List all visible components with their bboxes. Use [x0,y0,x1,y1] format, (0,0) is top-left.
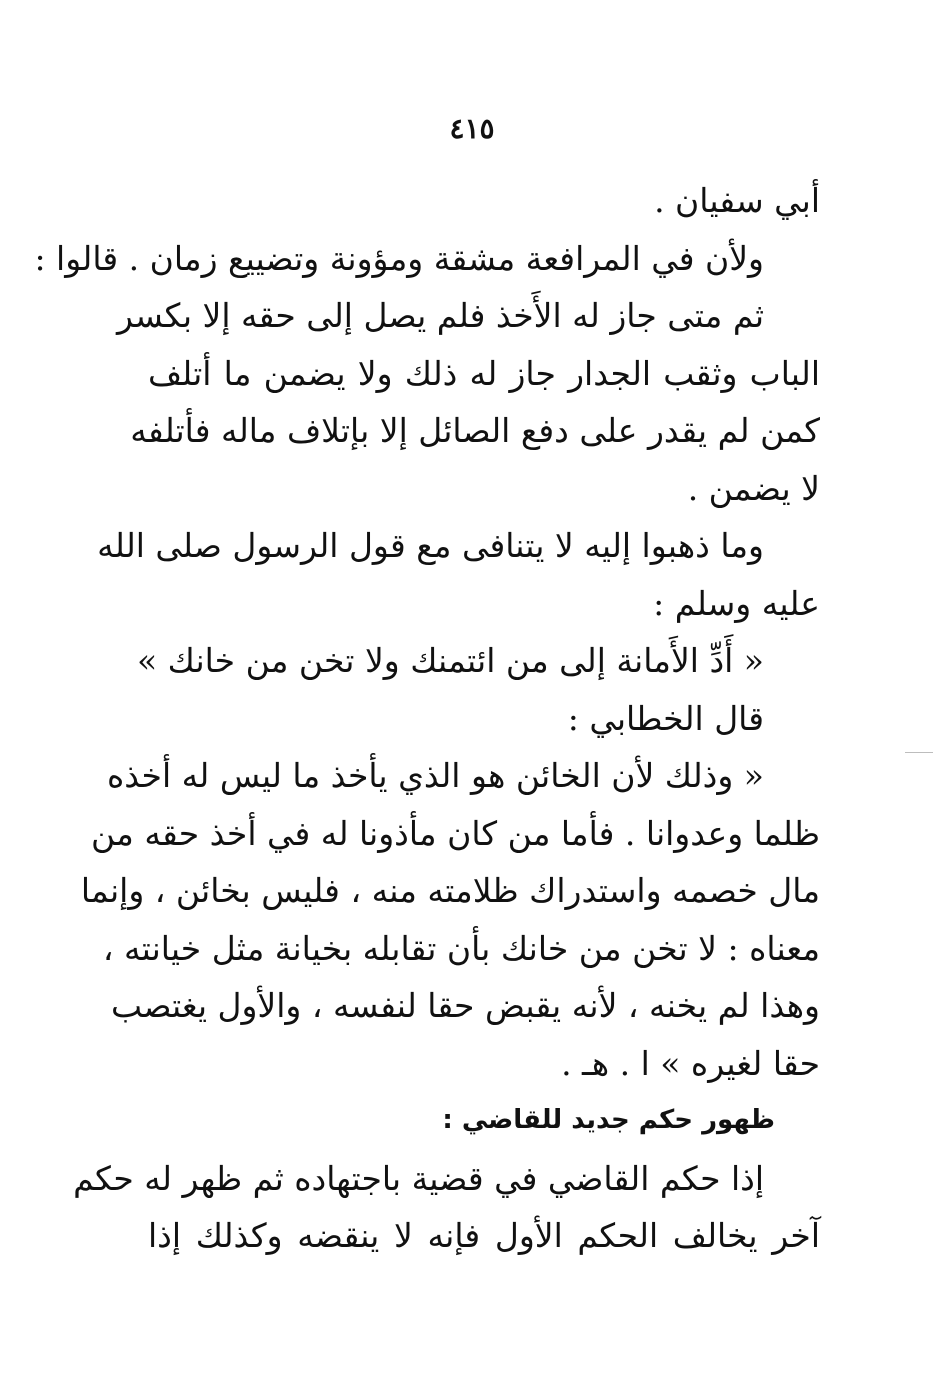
text-line: ثم متى جاز له الأَخذ فلم يصل إلى حقه إلا بكسر [116,296,764,335]
quote-line: معناه : لا تخن من خانك بأن تقابله بخيانة مثل خيانته ، [102,928,820,968]
text-line: آخر يخالف الحكم الأول فإنه لا ينقضه وكذلك إذا [148,1216,820,1255]
text-line: لا يضمن . [687,468,820,508]
text-line: أبي سفيان . [654,181,820,220]
quote-line: مال خصمه واستدراك ظلامته منه ، فليس بخائن ، وإنما [80,871,820,910]
text-line: إذا حكم القاضي في قضية باجتهاده ثم ظهر له حكم [73,1158,764,1198]
quote-line: وهذا لم يخنه ، لأنه يقبض حقا لنفسه ، والأول يغتصب [110,986,820,1025]
page-number: ٤١٥ [449,112,495,145]
text-line: وما ذهبوا إليه لا يتنافى مع قول الرسول صلى الله [97,526,764,565]
quote-line: حقا لغيره » ا . هـ . [561,1043,820,1083]
body-text [34,172,820,1265]
text-line: عليه وسلم : [653,583,820,623]
quote-line: ظلما وعدوانا . فأما من كان مأذونا له في أخذ حقه من [91,813,820,853]
text-line: ولأن في المرافعة مشقة ومؤونة وتضييع زمان . قالوا : [34,238,764,278]
text-line: قال الخطابي : [567,698,764,738]
margin-mark [905,752,933,753]
quote-line: « وذلك لأن الخائن هو الذي يأخذ ما ليس له أخذه [106,756,764,795]
text-line: كمن لم يقدر على دفع الصائل إلا بإتلاف ماله فأتلفه [130,411,820,450]
section-heading: ظهور حكم جديد للقاضي : [442,1105,775,1135]
hadith-quote-line: « أَدِّ الأَمانة إلى من ائتمنك ولا تخن من خانك » [136,641,764,680]
text-line: الباب وثقب الجدار جاز له ذلك ولا يضمن ما أتلف [148,353,820,393]
